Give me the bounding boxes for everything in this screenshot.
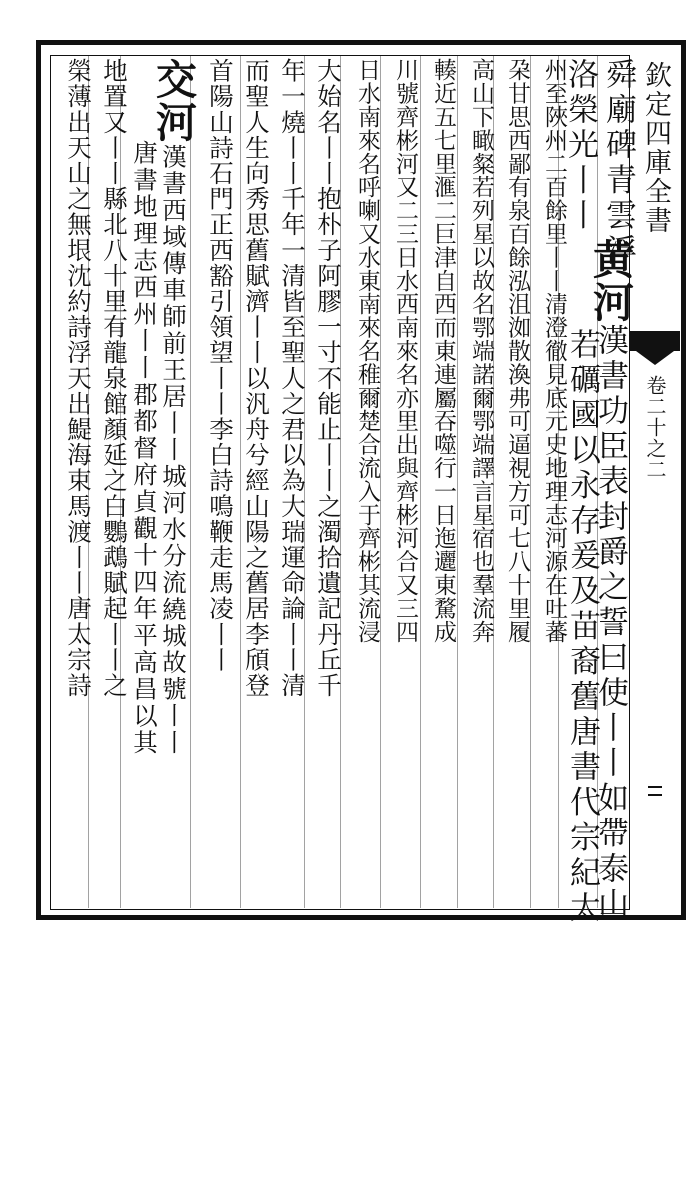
text-column: 州至陜州二百餘里丨丨清澄徹見底元史地理志河源在吐蕃: [541, 58, 567, 643]
text-column: 日水南來名呼喇又水東南來名稚爾楚合流入于齊彬其流浸: [354, 58, 380, 643]
margin-volume: 卷二十之二: [643, 375, 667, 480]
entry-heading: 黄河: [586, 238, 634, 324]
text-column: 舜廟碑青雲浮: [600, 58, 636, 270]
text-column: 大始名丨丨抱朴子阿膠一寸不能止丨丨之濁拾遺記丹丘千: [314, 58, 343, 698]
text-column: 唐書地理志西州丨丨郡都督府貞觀十四年平高昌以其: [130, 140, 159, 757]
margin-title: 欽定四庫全書: [640, 61, 671, 235]
text-column: 高山下瞰粲若列星以故名鄂端諾爾鄂端譯言星宿也羣流奔: [468, 58, 494, 643]
text-column: 首陽山詩石門正西豁引領望丨丨李白詩鳴鞭走馬凌丨丨: [206, 58, 235, 673]
text-column: 輳近五七里滙二巨津自西而東連屬吞噬行一日迤邐東騖成: [430, 58, 456, 643]
text-column: 而聖人生向秀思舊賦濟丨丨以汎舟兮經山陽之舊居李頎登: [242, 58, 271, 698]
text-column-with-heading: 黄河漢書功臣表封爵之誓曰使丨丨如帶泰山: [586, 238, 634, 923]
text-column: 川號齊彬河又二三日水西南來名亦里出與齊彬河合又三四: [392, 58, 418, 643]
entry-heading: 交河: [149, 58, 197, 144]
text-column: 若礪國以永存爰及苗裔舊唐書代宗紀太: [564, 328, 600, 927]
text-column: 地置又丨丨縣北八十里有龍泉館顏延之白鸚鵡賦起丨丨之: [100, 58, 129, 698]
text-column: 榮薄出天山之無垠沈約詩浮天出鯷海束馬渡丨丨唐太宗詩: [64, 58, 93, 698]
text-column-with-heading: 交河漢書西域傳車師前王居丨丨城河水分流繞城故號丨丨: [149, 58, 197, 756]
text-column: 年一燒丨丨千年一清皆至聖人之君以為大瑞運命論丨丨清: [278, 58, 307, 698]
text-column: 洛榮光丨丨: [562, 58, 598, 234]
margin-page-mark: [648, 780, 668, 820]
text-column: 朶甘思西鄙有泉百餘泓沮洳散渙弗可逼視方可七八十里履: [504, 58, 530, 643]
